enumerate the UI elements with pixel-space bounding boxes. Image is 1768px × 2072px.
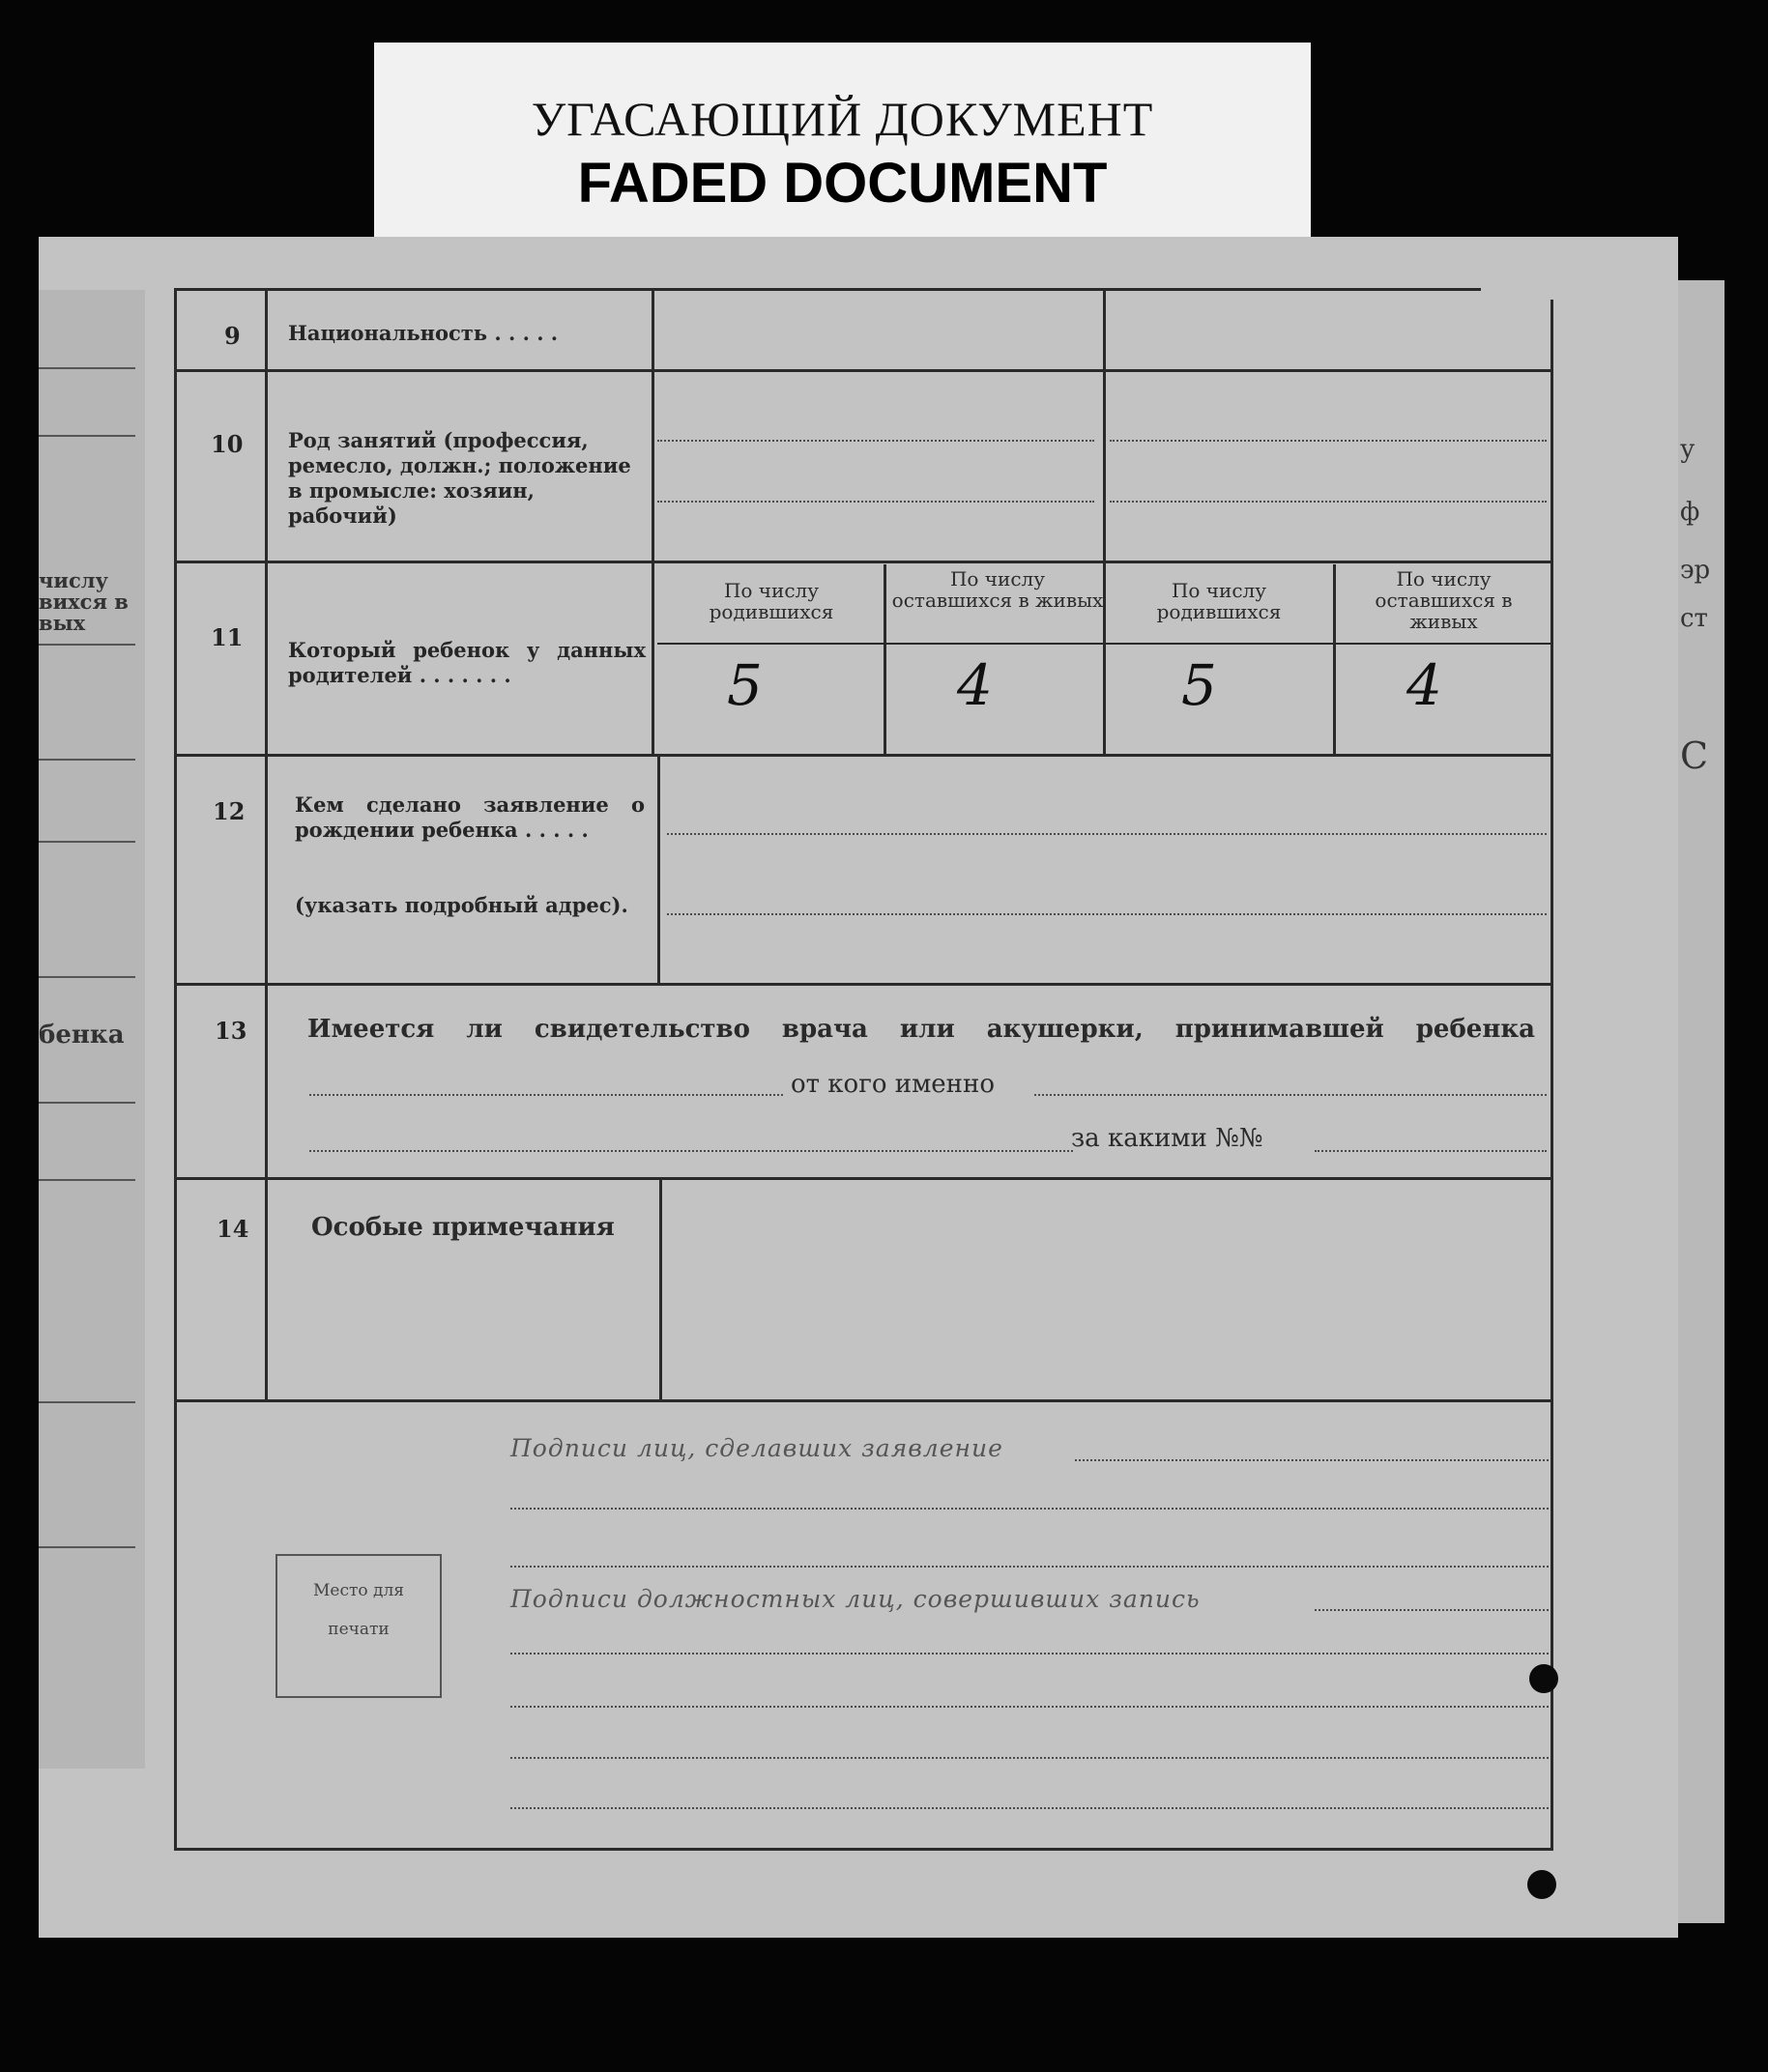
row-separator xyxy=(174,983,1553,986)
right-page-fragment: эр xyxy=(1680,556,1711,585)
signature-line xyxy=(510,1508,1549,1510)
header-alive-1-text: По числу оставшихся в живых xyxy=(891,567,1104,612)
handwritten-born-2: 5 xyxy=(1181,652,1217,718)
header-born-2: По числу родившихся xyxy=(1156,579,1282,623)
adjacent-page-left xyxy=(39,290,145,1769)
row-number-9: 9 xyxy=(224,322,241,350)
value-column-divider xyxy=(1103,288,1106,754)
signature-line xyxy=(510,1653,1549,1655)
label-column-divider xyxy=(657,754,660,983)
signature-line xyxy=(510,1807,1549,1809)
binding-hole xyxy=(1527,1870,1556,1899)
row-number-14: 14 xyxy=(217,1215,249,1243)
which-numbers-label: за какими №№ xyxy=(1071,1124,1263,1153)
official-signatures-label: Подписи должностных лиц, совершивших запись xyxy=(510,1585,1201,1613)
seal-placeholder xyxy=(275,1554,442,1698)
header-born-1: По числу родившихся xyxy=(709,579,834,623)
label-russian: УГАСАЮЩИЙ ДОКУМЕНТ xyxy=(531,92,1154,146)
signature-line xyxy=(1315,1609,1549,1611)
row-number-12: 12 xyxy=(213,797,246,825)
left-page-fragment: числу xyxy=(39,568,108,592)
table-bottom-border xyxy=(174,1848,1553,1851)
from-whom-line xyxy=(1034,1094,1547,1096)
occupation-label: Род занятий (профессия, ремесло, должн.; положение в промысле: хозяин, рабочий) xyxy=(288,428,631,528)
handwritten-born-1: 5 xyxy=(727,652,763,718)
label-column-divider xyxy=(652,288,654,754)
address-note: (указать подробный адрес). xyxy=(295,893,628,917)
sub-column-divider xyxy=(884,564,886,754)
signature-line xyxy=(510,1566,1549,1568)
sub-column-divider xyxy=(1333,564,1336,754)
applicant-signatures-label: Подписи лиц, сделавших заявление xyxy=(510,1434,1003,1462)
declarant-line xyxy=(667,913,1547,915)
occupation-line xyxy=(657,501,1094,503)
signature-line xyxy=(1075,1459,1549,1461)
number-column-divider xyxy=(265,288,268,1399)
seal-text: печати xyxy=(328,1620,390,1639)
child-order-label: Который ребенок у данных родителей . . . . . . . xyxy=(288,638,646,687)
row-number-13: 13 xyxy=(215,1017,247,1045)
row-number-11: 11 xyxy=(211,623,244,651)
special-remarks-label: Особые примечания xyxy=(311,1213,615,1242)
declarant-line xyxy=(667,833,1547,835)
nationality-label: Национальность . . . . . xyxy=(288,321,559,345)
label-column-divider xyxy=(659,1177,662,1399)
occupation-line xyxy=(657,440,1094,442)
right-page-fragment: С xyxy=(1680,734,1709,777)
right-page-fragment: ф xyxy=(1680,498,1700,527)
binding-hole xyxy=(1529,1664,1558,1693)
header-alive-2: По числу оставшихся в живых xyxy=(1375,567,1513,633)
seal-text: Место для xyxy=(312,1581,405,1600)
left-page-fragment: вихся в xyxy=(39,590,129,614)
header-separator xyxy=(657,643,1553,645)
row-separator xyxy=(174,369,1553,372)
handwritten-alive-1: 4 xyxy=(957,652,993,718)
declarant-label: Кем сделано заявление о рождении ребенка . . . . . xyxy=(295,792,645,842)
table-right-border xyxy=(1551,300,1553,1850)
row-separator xyxy=(174,1399,1553,1402)
certificate-line xyxy=(309,1094,783,1096)
right-page-fragment: у xyxy=(1680,435,1696,464)
occupation-line xyxy=(1110,501,1547,503)
row-number-10: 10 xyxy=(211,430,244,458)
from-whom-label: от кого именно xyxy=(791,1070,995,1099)
table-left-border xyxy=(174,288,177,1850)
table-top-border xyxy=(174,288,1481,291)
signature-line xyxy=(510,1706,1549,1708)
handwritten-alive-2: 4 xyxy=(1406,652,1442,718)
left-page-fragment: бенка xyxy=(39,1021,125,1050)
occupation-line xyxy=(1110,440,1547,442)
medical-certificate-question: Имеется ли свидетельство врача или акушерки, принимавшей ребенка xyxy=(307,1015,1535,1044)
signature-line xyxy=(510,1757,1549,1759)
numbers-line xyxy=(1315,1150,1547,1152)
row-separator xyxy=(174,1177,1553,1180)
label-english: FADED DOCUMENT xyxy=(577,152,1108,215)
row-separator xyxy=(174,561,1553,563)
faded-document-label xyxy=(374,43,1311,253)
right-page-fragment: ст xyxy=(1680,604,1708,633)
row-separator xyxy=(174,754,1553,757)
left-page-fragment: вых xyxy=(39,611,86,635)
numbers-line xyxy=(309,1150,1073,1152)
